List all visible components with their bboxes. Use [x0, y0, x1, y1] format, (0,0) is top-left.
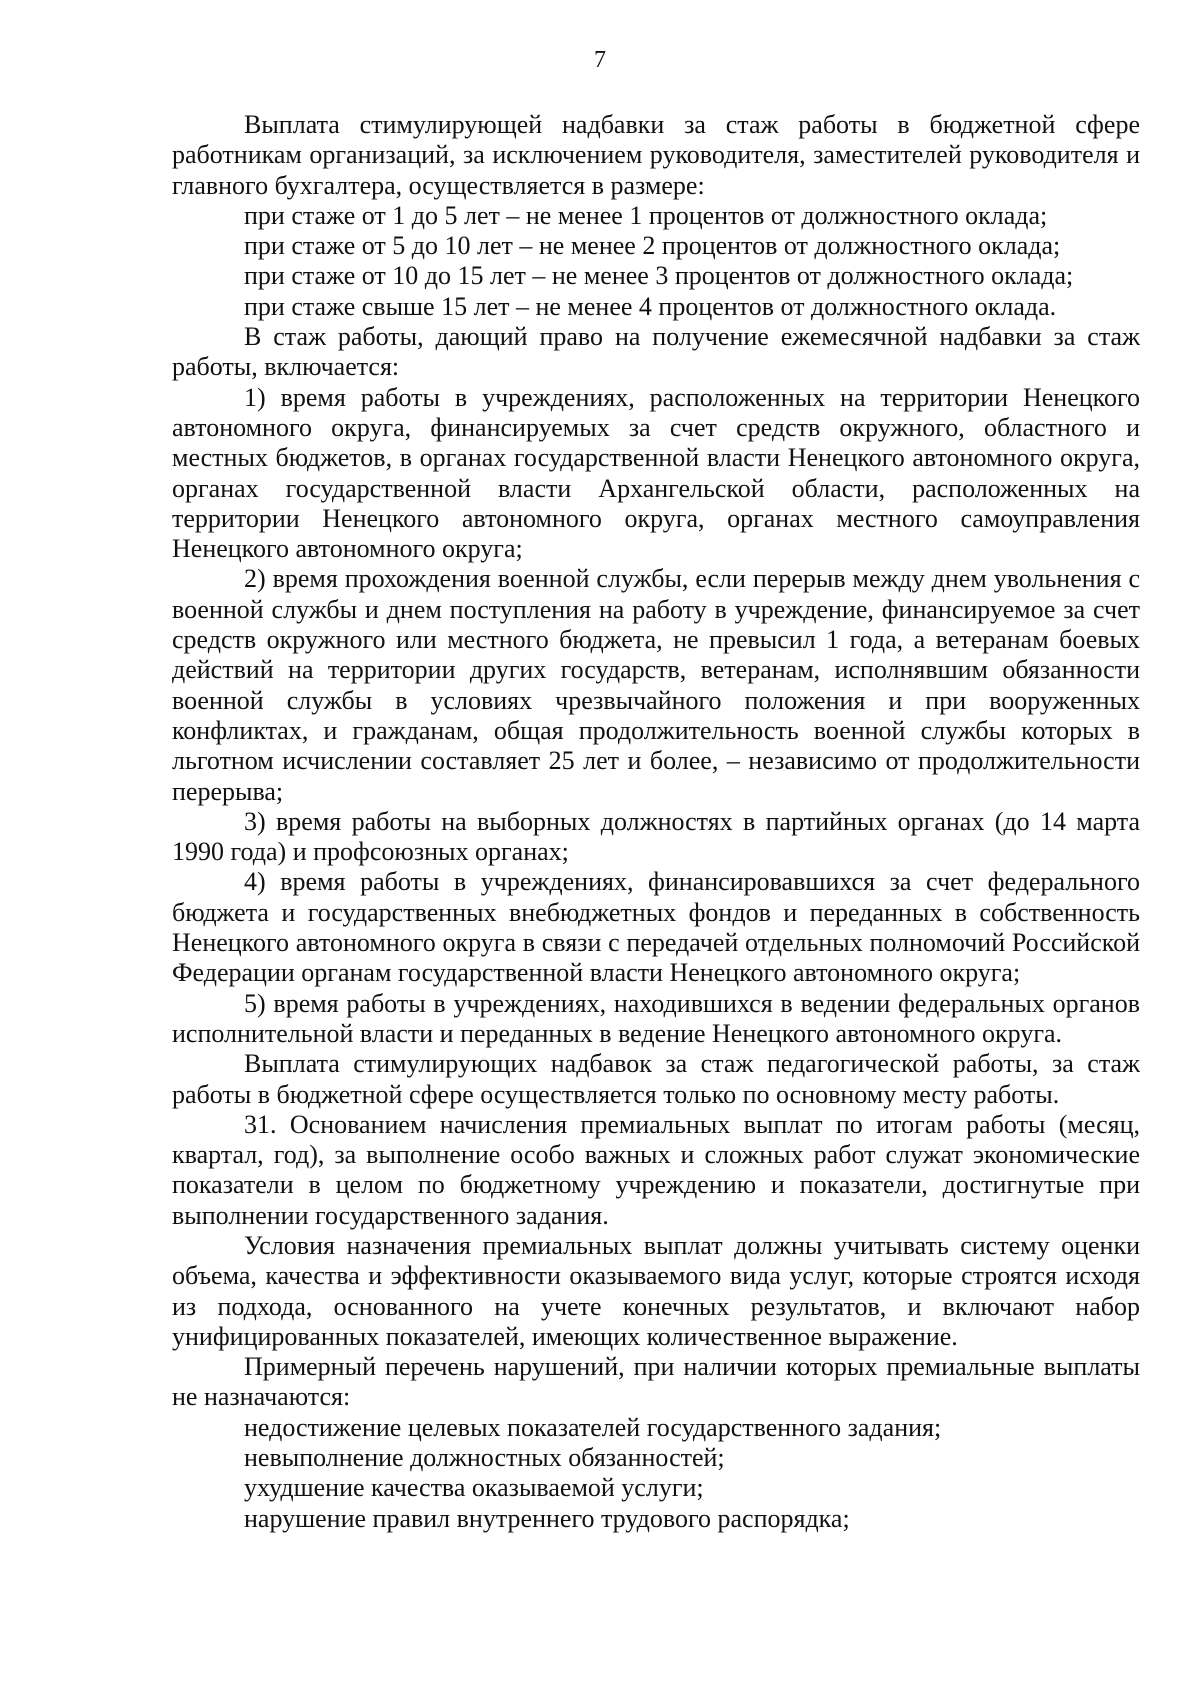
paragraph-bonus-intro: Выплата стимулирующей надбавки за стаж работы в бюджетной сфере работникам организаций, за исключением руководителя, заместителей руководителя и главного бухгалтера, осуществляется в размере:: [172, 110, 1140, 200]
list-item-5-transferred-institutions: 5) время работы в учреждениях, находившихся в ведении федеральных органов исполнительной власти и переданных в ведение Ненецкого автономного округа.: [172, 988, 1140, 1048]
paragraph-main-workplace: Выплата стимулирующих надбавок за стаж педагогической работы, за стаж работы в бюджетной сфере осуществляется только по основному месту работы.: [172, 1049, 1140, 1109]
paragraph-clause-31: 31. Основанием начисления премиальных выплат по итогам работы (месяц, квартал, год), за выполнение особо важных и сложных работ служат экономические показатели в целом по бюджетному учреждению и показатели, достигнутые при выполнении государственного задания.: [172, 1109, 1140, 1230]
list-item-4-federal-institutions: 4) время работы в учреждениях, финансировавшихся за счет федерального бюджета и государственных внебюджетных фондов и переданных в собственность Ненецкого автономного округа в связи с передачей отдельных полномочий Российской Федерации органам государственной власти Ненецкого автономного округа;: [172, 867, 1140, 988]
list-item-3-elected-positions: 3) время работы на выборных должностях в партийных органах (до 14 марта 1990 года) и профсоюзных органах;: [172, 806, 1140, 867]
document-body: [172, 110, 1140, 1534]
paragraph-violations-intro: Примерный перечень нарушений, при наличии которых премиальные выплаты не назначаются:: [172, 1352, 1140, 1412]
list-item-violation-quality: ухудшение качества оказываемой услуги;: [244, 1473, 704, 1503]
paragraph-bonus-conditions: Условия назначения премиальных выплат должны учитывать систему оценки объема, качества и эффективности оказываемого вида услуг, которые строятся исходя из подхода, основанного на учете конечных результатов, и включают набор унифицированных показателей, имеющих количественное выражение.: [172, 1230, 1140, 1351]
list-item-violation-rules: нарушение правил внутреннего трудового распорядка;: [244, 1503, 850, 1533]
list-item-2-military-service: 2) время прохождения военной службы, если перерыв между днем увольнения с военной службы и днем поступления на работу в учреждение, финансируемое за счет средств окружного или местного бюджета, не превысил 1 года, а ветеранам боевых действий на территории других государств, ветеранам, исполнявшим обязанности военной службы в условиях чрезвычайного положения и при вооруженных конфликтах, и гражданам, общая продолжительность военной службы которых в льготном исчислении составляет 25 лет и более, – независимо от продолжительности перерыва;: [172, 564, 1140, 806]
list-item-1-work-in-institutions: 1) время работы в учреждениях, расположенных на территории Ненецкого автономного округа, финансируемых за счет средств окружного, областного и местных бюджетов, в органах государственной власти Ненецкого автономного округа, органах государственной власти Архангельской области, расположенных на территории Ненецкого автономного округа, органах местного самоуправления Ненецкого автономного округа;: [172, 382, 1140, 564]
page-number: 7: [594, 47, 606, 73]
list-item-tenure-1-5: при стаже от 1 до 5 лет – не менее 1 процентов от должностного оклада;: [244, 200, 1048, 230]
list-item-tenure-5-10: при стаже от 5 до 10 лет – не менее 2 процентов от должностного оклада;: [244, 231, 1061, 261]
paragraph-tenure-includes: В стаж работы, дающий право на получение ежемесячной надбавки за стаж работы, включается:: [172, 322, 1140, 382]
list-item-tenure-over-15: при стаже свыше 15 лет – не менее 4 процентов от должностного оклада.: [244, 291, 1057, 321]
list-item-tenure-10-15: при стаже от 10 до 15 лет – не менее 3 процентов от должностного оклада;: [244, 261, 1074, 291]
list-item-violation-targets: недостижение целевых показателей государственного задания;: [244, 1412, 942, 1442]
list-item-violation-duties: невыполнение должностных обязанностей;: [244, 1443, 725, 1473]
